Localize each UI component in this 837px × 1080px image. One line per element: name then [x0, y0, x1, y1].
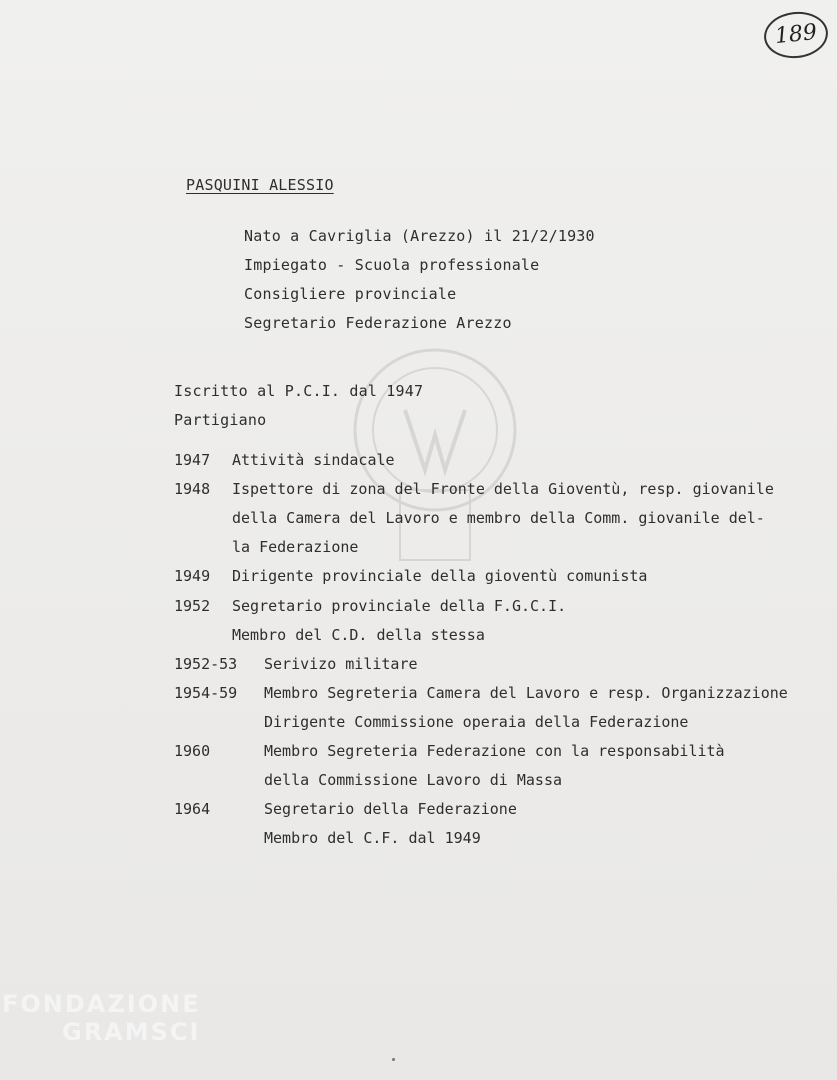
watermark-line-2: GRAMSCI	[62, 1018, 201, 1046]
detail-occupation: Impiegato - Scuola professionale	[244, 256, 540, 274]
timeline-entry: Attività sindacale	[232, 451, 395, 469]
paper-speck	[392, 1058, 395, 1061]
timeline-year: 1947	[174, 451, 211, 469]
timeline-entry: Ispettore di zona del Fronte della Gioventù, resp. giovanile	[232, 480, 774, 498]
membership-partisan: Partigiano	[174, 411, 267, 429]
timeline-entry: Membro Segreteria Federazione con la responsabilità	[264, 742, 725, 760]
foundation-watermark	[2, 990, 201, 1046]
timeline-entry: Membro del C.F. dal 1949	[264, 829, 481, 847]
page-number-stamp: 189	[762, 9, 830, 61]
timeline-entry: della Camera del Lavoro e membro della Comm. giovanile del-	[232, 509, 765, 527]
timeline-year: 1952	[174, 597, 211, 615]
person-name: PASQUINI ALESSIO	[186, 176, 334, 194]
timeline-entry: Segretario della Federazione	[264, 800, 517, 818]
detail-role-secretary: Segretario Federazione Arezzo	[244, 314, 512, 332]
timeline-year: 1952-53	[174, 655, 238, 673]
timeline-entry: Dirigente Commissione operaia della Federazione	[264, 713, 689, 731]
timeline-entry: Dirigente provinciale della gioventù comunista	[232, 567, 648, 585]
timeline-year: 1964	[174, 800, 211, 818]
timeline-entry: Membro Segreteria Camera del Lavoro e resp. Organizzazione	[264, 684, 788, 702]
timeline-entry: la Federazione	[232, 538, 359, 556]
detail-birth: Nato a Cavriglia (Arezzo) il 21/2/1930	[244, 227, 595, 245]
timeline-year: 1960	[174, 742, 211, 760]
timeline-year: 1949	[174, 567, 211, 585]
watermark-line-1: FONDAZIONE	[2, 990, 201, 1018]
timeline-entry: Membro del C.D. della stessa	[232, 626, 485, 644]
timeline-entry: della Commissione Lavoro di Massa	[264, 771, 563, 789]
timeline-entry: Segretario provinciale della F.G.C.I.	[232, 597, 567, 615]
detail-role-council: Consigliere provinciale	[244, 285, 457, 303]
timeline-year: 1948	[174, 480, 211, 498]
membership-pci: Iscritto al P.C.I. dal 1947	[174, 382, 424, 400]
timeline-year: 1954-59	[174, 684, 238, 702]
timeline-entry: Serivizo militare	[264, 655, 418, 673]
